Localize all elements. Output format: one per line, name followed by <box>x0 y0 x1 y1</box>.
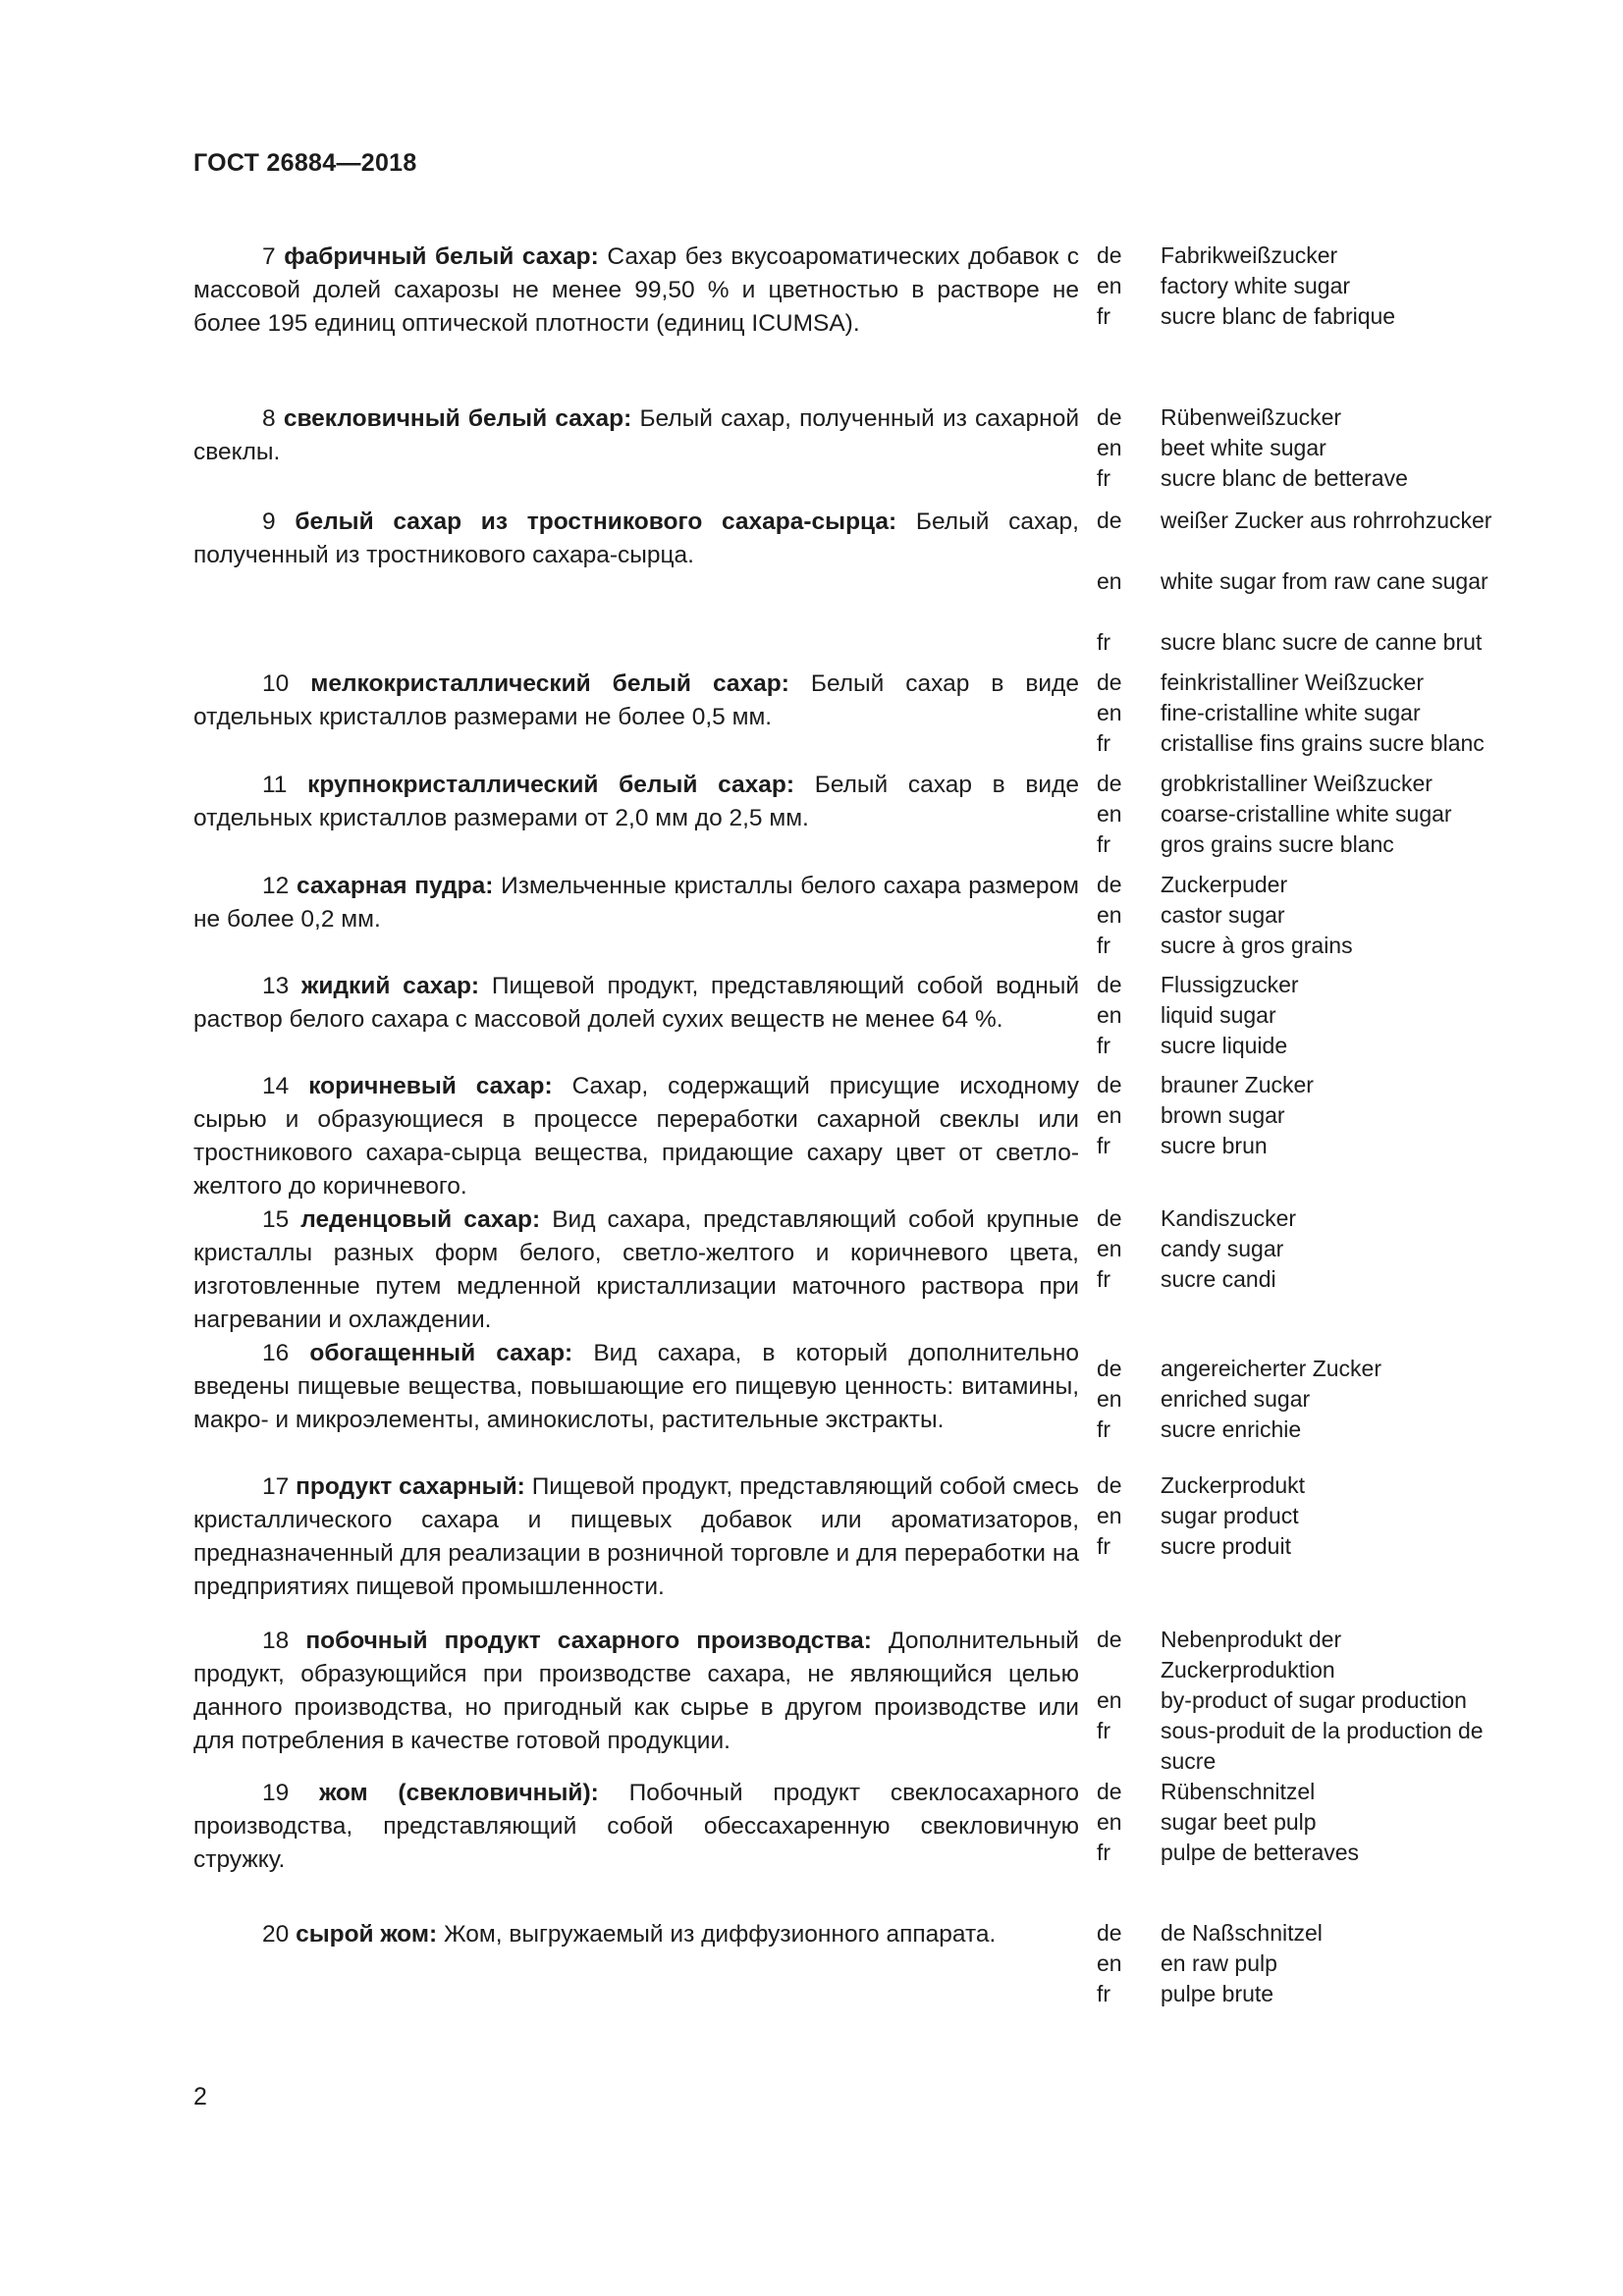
equivalent-term: sucre à gros grains <box>1161 933 1353 958</box>
equivalent-term: feinkristalliner Weißzucker <box>1161 669 1424 695</box>
term-definition: 16 обогащенный сахар: Вид сахара, в который дополнительно введены пищевые вещества, повышающие его пищевую ценность: витамины, макро- и микроэлементы, аминокислоты, растительные экстракты. <box>193 1340 1080 1433</box>
lang-code: en <box>1097 1809 1122 1835</box>
lang-code: de <box>1097 1356 1122 1381</box>
lang-code: en <box>1097 435 1122 460</box>
lang-code: fr <box>1097 629 1111 655</box>
lang-code: de <box>1097 404 1122 430</box>
term-definition: 19 жом (свекловичный): Побочный продукт свеклосахарного производства, представляющий собой обессахаренную свекловичную стружку. <box>193 1780 1079 1873</box>
term-name: сырой жом: <box>296 1921 438 1948</box>
equivalent-term: coarse-cristalline white sugar <box>1161 801 1452 827</box>
lang-code: en <box>1097 902 1122 928</box>
term-name: продукт сахарный: <box>296 1473 525 1500</box>
equivalent-term: white sugar from raw cane sugar <box>1161 568 1488 594</box>
equivalent-term: enriched sugar <box>1161 1386 1311 1412</box>
lang-code: de <box>1097 771 1122 796</box>
lang-code: fr <box>1097 1981 1111 2006</box>
equivalent-term: fine-cristalline white sugar <box>1161 700 1421 725</box>
term-definition: 12 сахарная пудра: Измельченные кристаллы белого сахара размером не более 0,2 мм. <box>193 873 1080 933</box>
equivalent-term: sucre blanc sucre de canne brut <box>1161 629 1483 655</box>
lang-code: fr <box>1097 1266 1111 1292</box>
equivalent-term: factory white sugar <box>1161 273 1351 298</box>
lang-code: fr <box>1097 933 1111 958</box>
lang-code: en <box>1097 1102 1122 1128</box>
term-name: побочный продукт сахарного производства: <box>305 1628 872 1654</box>
lang-code: en <box>1097 1002 1122 1028</box>
term-definition: 7 фабричный белый сахар: Сахар без вкусоароматических добавок с массовой долей сахарозы не менее 99,50 % и цветностью в растворе не более 195 единиц оптической плотности (единиц ICUMSA). <box>193 243 1079 337</box>
term-name: фабричный белый сахар: <box>284 243 599 270</box>
equivalent-term: sucre blanc de fabrique <box>1161 303 1396 329</box>
equivalent-term: sucre produit <box>1161 1533 1291 1559</box>
lang-code: en <box>1097 700 1122 725</box>
term-definition: 17 продукт сахарный: Пищевой продукт, представляющий собой смесь кристаллического сахара и пищевых добавок или ароматизаторов, предназначенный для реализации в розничной торговле и для переработки на предприятиях пищевой промышленности. <box>193 1473 1079 1600</box>
term-definition: 10 мелкокристаллический белый сахар: Белый сахар в виде отдельных кристаллов размерами не более 0,5 мм. <box>193 670 1079 730</box>
lang-code: en <box>1097 801 1122 827</box>
lang-code: en <box>1097 273 1122 298</box>
equivalent-term: Rübenweißzucker <box>1161 404 1342 430</box>
lang-code: en <box>1097 1236 1122 1261</box>
lang-code: fr <box>1097 730 1111 756</box>
equivalent-term: sous-produit de la production de sucre <box>1161 1718 1484 1774</box>
lang-code: en <box>1097 1386 1122 1412</box>
equivalent-term: cristallise fins grains sucre blanc <box>1161 730 1485 756</box>
term-name: жидкий сахар: <box>301 973 480 999</box>
lang-code: de <box>1097 669 1122 695</box>
equivalent-term: sugar product <box>1161 1503 1299 1528</box>
equivalent-term: pulpe brute <box>1161 1981 1274 2006</box>
lang-code: en <box>1097 1950 1122 1976</box>
equivalent-term: Zuckerprodukt <box>1161 1472 1306 1498</box>
lang-code: fr <box>1097 1416 1111 1442</box>
equivalent-term: en raw pulp <box>1161 1950 1277 1976</box>
equivalent-term: Fabrikweißzucker <box>1161 242 1338 268</box>
lang-code: de <box>1097 507 1122 533</box>
equivalent-term: de Naßschnitzel <box>1161 1920 1323 1946</box>
equivalent-term: sucre enrichie <box>1161 1416 1302 1442</box>
equivalent-term: Zuckerpuder <box>1161 872 1288 897</box>
equivalent-term: brauner Zucker <box>1161 1072 1314 1097</box>
lang-code: de <box>1097 972 1122 997</box>
equivalent-term: Rübenschnitzel <box>1161 1779 1316 1804</box>
equivalent-term: grobkristalliner Weißzucker <box>1161 771 1433 796</box>
lang-code: fr <box>1097 1133 1111 1158</box>
lang-code: de <box>1097 1779 1122 1804</box>
equivalent-term: sucre blanc de betterave <box>1161 465 1408 491</box>
lang-code: fr <box>1097 1033 1111 1058</box>
term-name: крупнокристаллический белый сахар: <box>307 772 795 798</box>
equivalent-term: sugar beet pulp <box>1161 1809 1317 1835</box>
term-name: обогащенный сахар: <box>309 1340 573 1366</box>
lang-code: de <box>1097 1072 1122 1097</box>
equivalent-term: castor sugar <box>1161 902 1285 928</box>
equivalent-term: Flussigzucker <box>1161 972 1299 997</box>
equivalent-term: gros grains sucre blanc <box>1161 831 1394 857</box>
lang-code: en <box>1097 1687 1122 1713</box>
lang-code: fr <box>1097 1718 1111 1743</box>
equivalent-term: sucre candi <box>1161 1266 1276 1292</box>
lang-code: de <box>1097 1920 1122 1946</box>
term-name: жом (свекловичный): <box>319 1780 599 1806</box>
equivalent-term: sucre liquide <box>1161 1033 1288 1058</box>
lang-code: en <box>1097 1503 1122 1528</box>
document-header: ГОСТ 26884—2018 <box>193 149 417 177</box>
term-name: леденцовый сахар: <box>300 1206 541 1233</box>
lang-code: fr <box>1097 465 1111 491</box>
term-definition: 8 свекловичный белый сахар: Белый сахар, полученный из сахарной свеклы. <box>193 405 1079 465</box>
equivalent-term: liquid sugar <box>1161 1002 1276 1028</box>
lang-code: de <box>1097 872 1122 897</box>
term-definition: 13 жидкий сахар: Пищевой продукт, представляющий собой водный раствор белого сахара с массовой долей сухих веществ не менее 64 %. <box>193 973 1080 1033</box>
lang-code: de <box>1097 1627 1122 1652</box>
lang-code: fr <box>1097 831 1111 857</box>
term-name: коричневый сахар: <box>308 1073 553 1099</box>
lang-code: fr <box>1097 1840 1111 1865</box>
lang-code: fr <box>1097 303 1111 329</box>
equivalent-term: angereicherter Zucker <box>1161 1356 1381 1381</box>
equivalent-term: beet white sugar <box>1161 435 1326 460</box>
equivalent-term: brown sugar <box>1161 1102 1285 1128</box>
lang-code: fr <box>1097 1533 1111 1559</box>
equivalent-term: candy sugar <box>1161 1236 1284 1261</box>
term-name: белый сахар из тростникового сахара-сырца: <box>295 508 897 535</box>
equivalent-term: pulpe de betteraves <box>1161 1840 1360 1865</box>
term-definition: 18 побочный продукт сахарного производства: Дополнительный продукт, образующийся при производстве сахара, не являющийся целью данного производства, но пригодный как сырье в другом производстве или для потребления в качестве готовой продукции. <box>193 1628 1079 1754</box>
term-name: сахарная пудра: <box>297 873 494 899</box>
equivalent-term: weißer Zucker aus rohrrohzucker <box>1161 507 1492 533</box>
term-name: мелкокристаллический белый сахар: <box>310 670 789 697</box>
page-number: 2 <box>193 2083 207 2110</box>
lang-code: de <box>1097 242 1122 268</box>
term-name: свекловичный белый сахар: <box>283 405 632 432</box>
equivalent-term: sucre brun <box>1161 1133 1268 1158</box>
term-definition: 15 леденцовый сахар: Вид сахара, представляющий собой крупные кристаллы разных форм белого, светло-желтого и коричневого цвета, изготовленные путем медленной кристаллизации маточного раствора при нагревании и охлаждении. <box>193 1206 1080 1333</box>
lang-code: en <box>1097 568 1122 594</box>
equivalent-term: Nebenprodukt der Zuckerproduktion <box>1161 1627 1342 1682</box>
equivalent-term: Kandiszucker <box>1161 1205 1297 1231</box>
term-definition: 9 белый сахар из тростникового сахара-сырца: Белый сахар, полученный из тростникового сахара-сырца. <box>193 508 1079 568</box>
term-definition: 11 крупнокристаллический белый сахар: Белый сахар в виде отдельных кристаллов размерами от 2,0 мм до 2,5 мм. <box>193 772 1079 831</box>
term-definition: 14 коричневый сахар: Сахар, содержащий присущие исходному сырью и образующиеся в процессе переработки сахарной свеклы или тростникового сахара-сырца вещества, придающие сахару цвет от светло-желтого до коричневого. <box>193 1073 1080 1200</box>
lang-code: de <box>1097 1472 1122 1498</box>
term-definition: 20 сырой жом: Жом, выгружаемый из диффузионного аппарата. <box>262 1921 997 1948</box>
equivalent-term: by-product of sugar production <box>1161 1687 1467 1713</box>
lang-code: de <box>1097 1205 1122 1231</box>
